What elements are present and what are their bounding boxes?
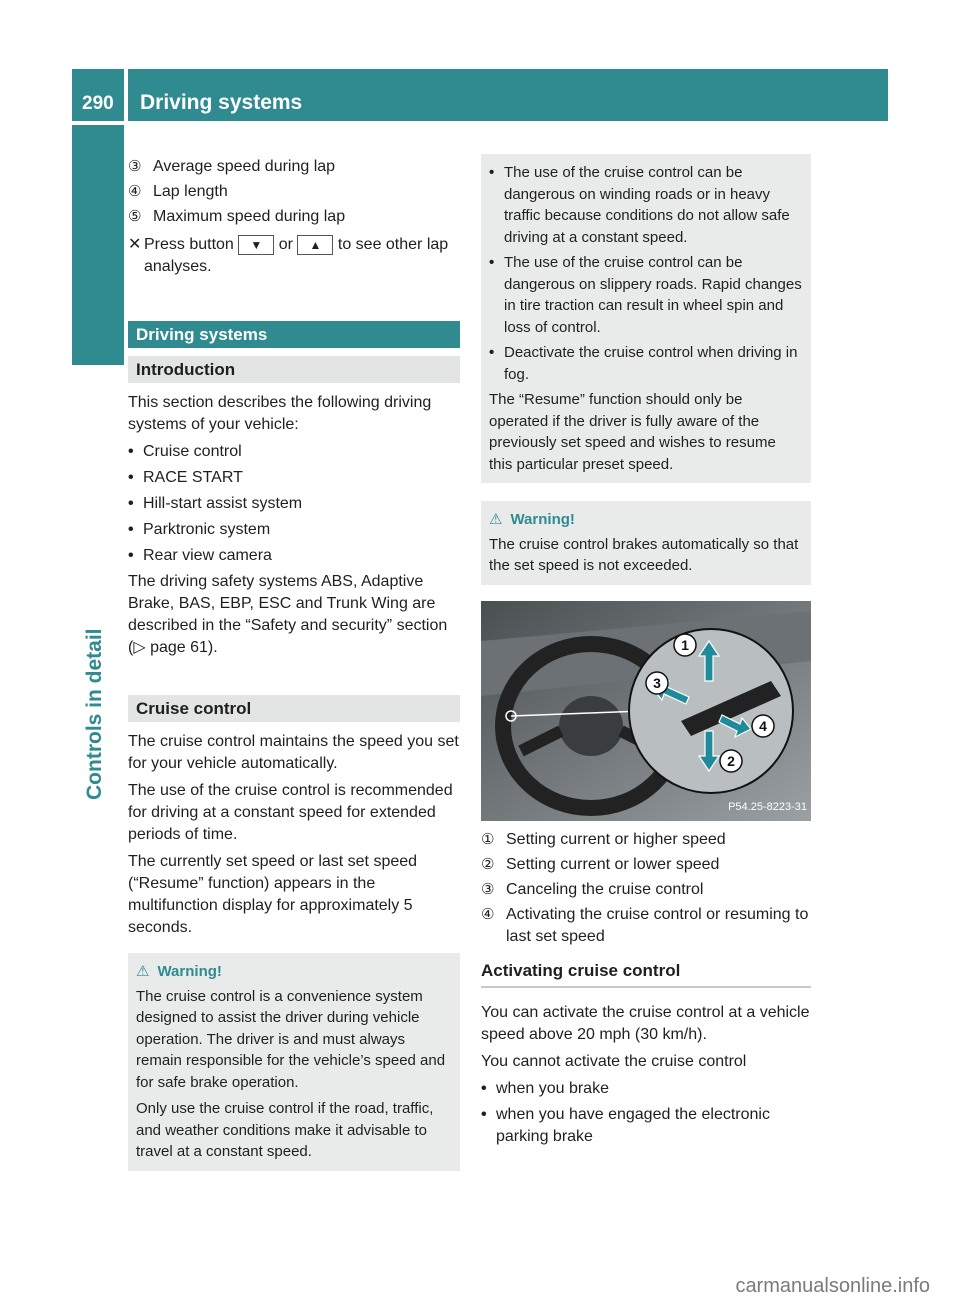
warning-text: The cruise control brakes automatically so that the set speed is not exceeded. bbox=[489, 535, 799, 574]
steering-wheel-illustration bbox=[481, 601, 811, 821]
figure-legend-item: ① Setting current or higher speed bbox=[481, 829, 811, 851]
sidebar-label-box bbox=[83, 590, 113, 810]
warning-text: Only use the cruise control if the road, traffic, and weather conditions make it advisable to travel at a constant speed. bbox=[136, 1100, 434, 1160]
callout-4: 4 bbox=[759, 717, 767, 734]
circled-number: ① bbox=[481, 830, 495, 848]
list-item: • when you have engaged the electronic parking brake bbox=[481, 1105, 770, 1145]
warning-title: ⚠ Warning! bbox=[489, 509, 803, 531]
callout-3: 3 bbox=[653, 674, 661, 691]
sidebar-tab bbox=[72, 125, 124, 365]
sidebar-label: Controls in detail bbox=[83, 628, 106, 800]
section-heading: Driving systems bbox=[128, 321, 460, 348]
header-bar bbox=[128, 69, 888, 121]
circled-number: ③ bbox=[481, 880, 495, 898]
cruise-paragraph: The currently set speed or last set speed (“Resume” function) appears in the multifunction display for approximately 5 seconds. bbox=[128, 853, 418, 936]
activating-paragraph: You cannot activate the cruise control bbox=[481, 1052, 747, 1070]
cruise-control-figure bbox=[481, 601, 811, 821]
circled-number: ④ bbox=[481, 905, 495, 923]
activating-heading: Activating cruise control bbox=[481, 960, 811, 988]
legend-item: ⑤ Maximum speed during lap bbox=[128, 206, 460, 228]
circled-number: ③ bbox=[128, 158, 142, 175]
intro-heading: Introduction bbox=[128, 356, 460, 383]
safety-text: The driving safety systems ABS, Adaptive Brake, BAS, EBP, ESC and Trunk Wing are described in the “Safety and security” section (▷ page 61). bbox=[128, 573, 448, 656]
right-column bbox=[481, 154, 811, 1152]
warning-box bbox=[128, 953, 460, 1171]
list-item: • Rear view camera bbox=[128, 547, 272, 564]
step-arrow-icon: ✕ bbox=[128, 236, 142, 253]
down-key: ▼ bbox=[238, 235, 274, 255]
warning-title: ⚠ Warning! bbox=[136, 961, 452, 983]
page-number-block bbox=[72, 69, 124, 121]
circled-number: ② bbox=[481, 855, 495, 873]
legend-item: ③ Average speed during lap bbox=[128, 156, 460, 178]
left-column bbox=[128, 156, 460, 1171]
warning-bullet: • Deactivate the cruise control when driving in fog. bbox=[489, 344, 798, 383]
cruise-paragraph: The use of the cruise control is recommended for driving at a constant speed for extended periods of time. bbox=[128, 782, 453, 843]
figure-legend-item: ③ Canceling the cruise control bbox=[481, 879, 811, 901]
activating-paragraph: You can activate the cruise control at a vehicle speed above 20 mph (30 km/h). bbox=[481, 1003, 810, 1043]
cruise-paragraph: The cruise control maintains the speed you set for your vehicle automatically. bbox=[128, 733, 459, 772]
list-item: • RACE START bbox=[128, 469, 243, 486]
up-key: ▲ bbox=[297, 235, 333, 255]
intro-text: This section describes the following driving systems of your vehicle: bbox=[128, 394, 432, 433]
list-item: • Cruise control bbox=[128, 443, 242, 460]
warning-bullet: • The use of the cruise control can be dangerous on slippery roads. Rapid changes in tire traction can result in wheel spin and loss of control. bbox=[489, 254, 802, 336]
warning-triangle-icon: ⚠ bbox=[136, 963, 150, 980]
warning-box bbox=[481, 501, 811, 585]
watermark: carmanualsonline.info bbox=[735, 1275, 930, 1297]
circled-number: ⑤ bbox=[128, 208, 142, 225]
cruise-heading: Cruise control bbox=[128, 695, 460, 722]
figure-legend-item: ② Setting current or lower speed bbox=[481, 854, 811, 876]
section-title: Driving systems bbox=[140, 91, 303, 114]
circled-number: ④ bbox=[128, 183, 142, 200]
warning-bullet: • The use of the cruise control can be dangerous on winding roads or in heavy traffic because conditions do not allow safe driving at a constant speed. bbox=[489, 164, 790, 246]
resume-text: The “Resume” function should only be operated if the driver is fully aware of the previously set speed and wishes to resume this particular preset speed. bbox=[489, 391, 776, 473]
legend-item: ④ Lap length bbox=[128, 181, 460, 203]
list-item: • Parktronic system bbox=[128, 521, 271, 538]
figure-legend-item: ④ Activating the cruise control or resuming to last set speed bbox=[481, 905, 809, 945]
page-number: 290 bbox=[82, 93, 114, 114]
instruction-step: ✕ Press button ▼ or ▲ to see other lap analyses. bbox=[128, 236, 449, 275]
callout-2: 2 bbox=[727, 752, 735, 769]
callout-1: 1 bbox=[681, 636, 689, 653]
warning-text: The cruise control is a convenience system designed to assist the driver during vehicle operation. The driver is and must always remain responsible for the vehicle’s speed and for safe brake operation. bbox=[136, 987, 446, 1091]
list-item: • when you brake bbox=[481, 1079, 609, 1097]
warning-triangle-icon: ⚠ bbox=[489, 511, 503, 528]
warning-continued-box bbox=[481, 154, 811, 483]
figure-label: P54.25-8223-31 bbox=[728, 800, 807, 813]
list-item: • Hill-start assist system bbox=[128, 495, 303, 512]
